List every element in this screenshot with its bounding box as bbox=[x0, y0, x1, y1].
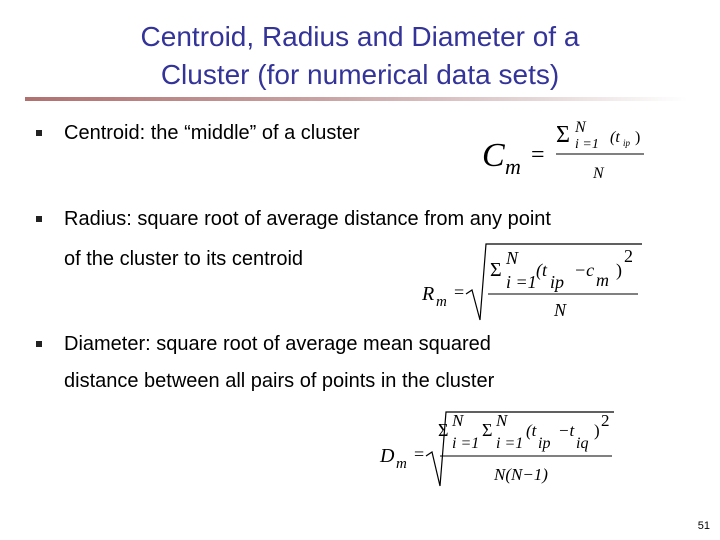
centroid-lower: i =1 bbox=[575, 137, 599, 152]
bullet-marker-icon bbox=[36, 341, 42, 347]
title-line-1: Centroid, Radius and Diameter of a bbox=[140, 21, 580, 52]
centroid-term-sub: ip bbox=[623, 138, 631, 148]
diameter-power: 2 bbox=[601, 411, 610, 430]
diameter-term: (t bbox=[526, 421, 537, 440]
radius-denominator: N bbox=[554, 300, 567, 320]
diameter-lhs: D bbox=[380, 445, 395, 467]
diameter-upper-1: N bbox=[452, 411, 464, 430]
bullet-centroid-text: Centroid: the “middle” of a cluster bbox=[64, 122, 360, 144]
radius-term-sub: ip bbox=[550, 272, 565, 292]
bullet-radius-line1: Radius: square root of average distance from any point bbox=[64, 208, 551, 230]
diameter-denominator: N(N−1) bbox=[494, 465, 548, 484]
bullet-diameter-line1: Diameter: square root of average mean squared bbox=[64, 333, 491, 355]
bullet-diameter-line2: distance between all pairs of points in the cluster bbox=[64, 370, 495, 392]
centroid-sigma: Σ bbox=[556, 122, 570, 148]
radius-formula bbox=[420, 240, 645, 324]
radius-power: 2 bbox=[624, 246, 633, 266]
diameter-formula bbox=[378, 408, 618, 490]
diameter-lower-2: i =1 bbox=[496, 435, 524, 452]
page-number: 51 bbox=[697, 520, 710, 532]
bullet-marker-icon bbox=[36, 130, 42, 136]
radius-lhs: R bbox=[422, 283, 435, 305]
diameter-term-sub: ip bbox=[538, 435, 551, 452]
centroid-formula bbox=[478, 116, 648, 186]
diameter-minus-t: −t bbox=[558, 421, 575, 440]
diameter-sigma-2: Σ bbox=[482, 420, 493, 440]
title-line-2: Cluster (for numerical data sets) bbox=[160, 59, 560, 90]
centroid-upper: N bbox=[575, 119, 586, 136]
bullet-marker-icon bbox=[36, 216, 42, 222]
radius-lhs-sub: m bbox=[436, 294, 447, 310]
diameter-t-sub: iq bbox=[576, 435, 589, 452]
centroid-denominator: N bbox=[593, 165, 604, 182]
slide-title bbox=[40, 18, 680, 94]
centroid-lhs: C bbox=[482, 137, 505, 174]
diameter-close: ) bbox=[594, 421, 600, 440]
diameter-upper-2: N bbox=[496, 411, 508, 430]
centroid-term: (t bbox=[610, 129, 620, 146]
diameter-lower-1: i =1 bbox=[452, 435, 480, 452]
radius-minus-c: −c bbox=[574, 260, 595, 280]
radius-upper: N bbox=[506, 248, 519, 268]
diameter-sigma-1: Σ bbox=[438, 420, 449, 440]
centroid-lhs-sub: m bbox=[505, 154, 521, 179]
centroid-equals: = bbox=[531, 142, 545, 168]
centroid-term-close: ) bbox=[635, 129, 641, 146]
diameter-equals: = bbox=[414, 444, 425, 464]
bullet-radius-line2: of the cluster to its centroid bbox=[64, 248, 304, 270]
radius-c-sub: m bbox=[596, 270, 609, 290]
radius-sigma: Σ bbox=[490, 259, 502, 281]
radius-equals: = bbox=[454, 282, 465, 302]
title-divider bbox=[25, 97, 687, 101]
radius-close: ) bbox=[616, 260, 622, 280]
radius-term: (t bbox=[536, 260, 547, 280]
radius-lower: i =1 bbox=[506, 272, 537, 292]
diameter-lhs-sub: m bbox=[396, 456, 407, 472]
